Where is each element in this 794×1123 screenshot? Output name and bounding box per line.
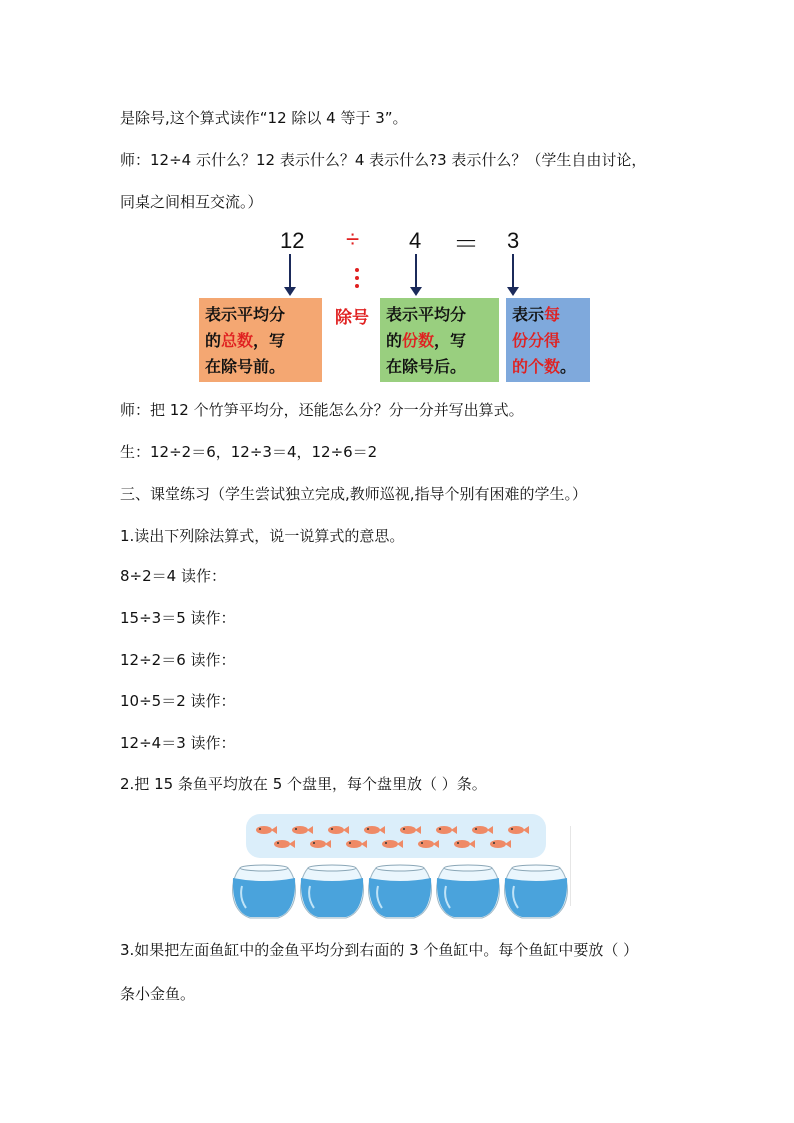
fish-icon bbox=[454, 840, 475, 848]
box-text: 。 bbox=[560, 357, 577, 376]
fishbowl-icon bbox=[505, 865, 568, 918]
box-text: 的 bbox=[386, 331, 403, 350]
fish-tray bbox=[246, 814, 546, 858]
fish-icon bbox=[310, 840, 331, 848]
divisor-explanation-box bbox=[380, 298, 499, 382]
fish-icon bbox=[256, 826, 277, 834]
fish-icon bbox=[382, 840, 403, 848]
box-text: ，写 bbox=[434, 331, 467, 350]
exercise-item: 12÷4＝3 读作： bbox=[120, 734, 236, 752]
fishbowl-icon bbox=[369, 865, 432, 918]
text-line-3: 同桌之间相互交流。） bbox=[120, 193, 263, 211]
fish-icon bbox=[436, 826, 457, 834]
image-border bbox=[570, 826, 571, 906]
box-line bbox=[205, 328, 316, 354]
text-line-1: 是除号,这个算式读作“12 除以 4 等于 3”。 bbox=[120, 109, 408, 127]
dividend-explanation-box bbox=[199, 298, 322, 382]
fish-icon bbox=[472, 826, 493, 834]
section-heading: 三、课堂练习（学生尝试独立完成,教师巡视,指导个别有困难的学生。） bbox=[120, 485, 588, 503]
box-line: 在除号后。 bbox=[386, 357, 467, 376]
fish-icon bbox=[400, 826, 421, 834]
box-line bbox=[512, 354, 584, 380]
equals-sign: ＝ bbox=[453, 229, 480, 259]
exercise-item: 10÷5＝2 读作： bbox=[120, 692, 236, 710]
fish-icon bbox=[292, 826, 313, 834]
exercise-1-title: 1.读出下列除法算式，说一说算式的意思。 bbox=[120, 527, 405, 545]
divisor-number: 4 bbox=[409, 228, 422, 253]
box-line bbox=[512, 302, 584, 328]
fishbowl-icon bbox=[437, 865, 500, 918]
arrow-down-icon bbox=[289, 254, 291, 288]
exercise-item: 8÷2＝4 读作： bbox=[120, 567, 226, 585]
highlight-text: 的个数 bbox=[512, 357, 561, 376]
highlight-text: 份数 bbox=[402, 331, 435, 350]
fish-icon bbox=[418, 840, 439, 848]
text-line-4: 师：把 12 个竹笋平均分，还能怎么分？分一分并写出算式。 bbox=[120, 401, 524, 419]
fish-icon bbox=[328, 826, 349, 834]
exercise-2-title: 2.把 15 条鱼平均放在 5 个盘里，每个盘里放（ ）条。 bbox=[120, 775, 487, 793]
highlight-text: 份分得 bbox=[512, 331, 561, 350]
fish-icon bbox=[274, 840, 295, 848]
box-line: 表示平均分 bbox=[386, 305, 467, 324]
highlight-text: 每 bbox=[544, 305, 561, 324]
bowl-group bbox=[230, 862, 570, 922]
quotient-number: 3 bbox=[507, 228, 520, 253]
box-text: ，写 bbox=[253, 331, 286, 350]
box-text: 的 bbox=[205, 331, 222, 350]
text-line-5: 生：12÷2＝6，12÷3＝4，12÷6＝2 bbox=[120, 443, 378, 461]
fishbowl-icon bbox=[233, 865, 296, 918]
arrow-down-icon bbox=[512, 254, 514, 288]
exercise-3-title: 3.如果把左面鱼缸中的金鱼平均分到右面的 3 个鱼缸中。每个鱼缸中要放（ ） bbox=[120, 941, 639, 959]
fish-icon bbox=[346, 840, 367, 848]
fish-icon bbox=[508, 826, 529, 834]
fishbowl-icon bbox=[301, 865, 364, 918]
exercise-item: 12÷2＝6 读作： bbox=[120, 651, 236, 669]
box-line: 在除号前。 bbox=[205, 357, 286, 376]
box-line: 表示平均分 bbox=[205, 305, 286, 324]
arrow-down-icon bbox=[415, 254, 417, 288]
division-sign: ÷ bbox=[346, 226, 360, 253]
box-line bbox=[386, 328, 493, 354]
fish-icon bbox=[364, 826, 385, 834]
fish-group bbox=[246, 814, 546, 858]
box-text: 表示 bbox=[512, 305, 545, 324]
text-line-2: 师：12÷4 示什么？12 表示什么？4 表示什么?3 表示什么？（学生自由讨论， bbox=[120, 151, 647, 169]
exercise-3-continuation: 条小金鱼。 bbox=[120, 985, 196, 1003]
dividend-number: 12 bbox=[280, 228, 305, 253]
vertical-dots-icon bbox=[355, 268, 359, 292]
fish-icon bbox=[490, 840, 511, 848]
exercise-item: 15÷3＝5 读作： bbox=[120, 609, 236, 627]
quotient-explanation-box bbox=[506, 298, 590, 382]
highlight-text: 总数 bbox=[221, 331, 254, 350]
division-sign-label: 除号 bbox=[335, 308, 369, 328]
